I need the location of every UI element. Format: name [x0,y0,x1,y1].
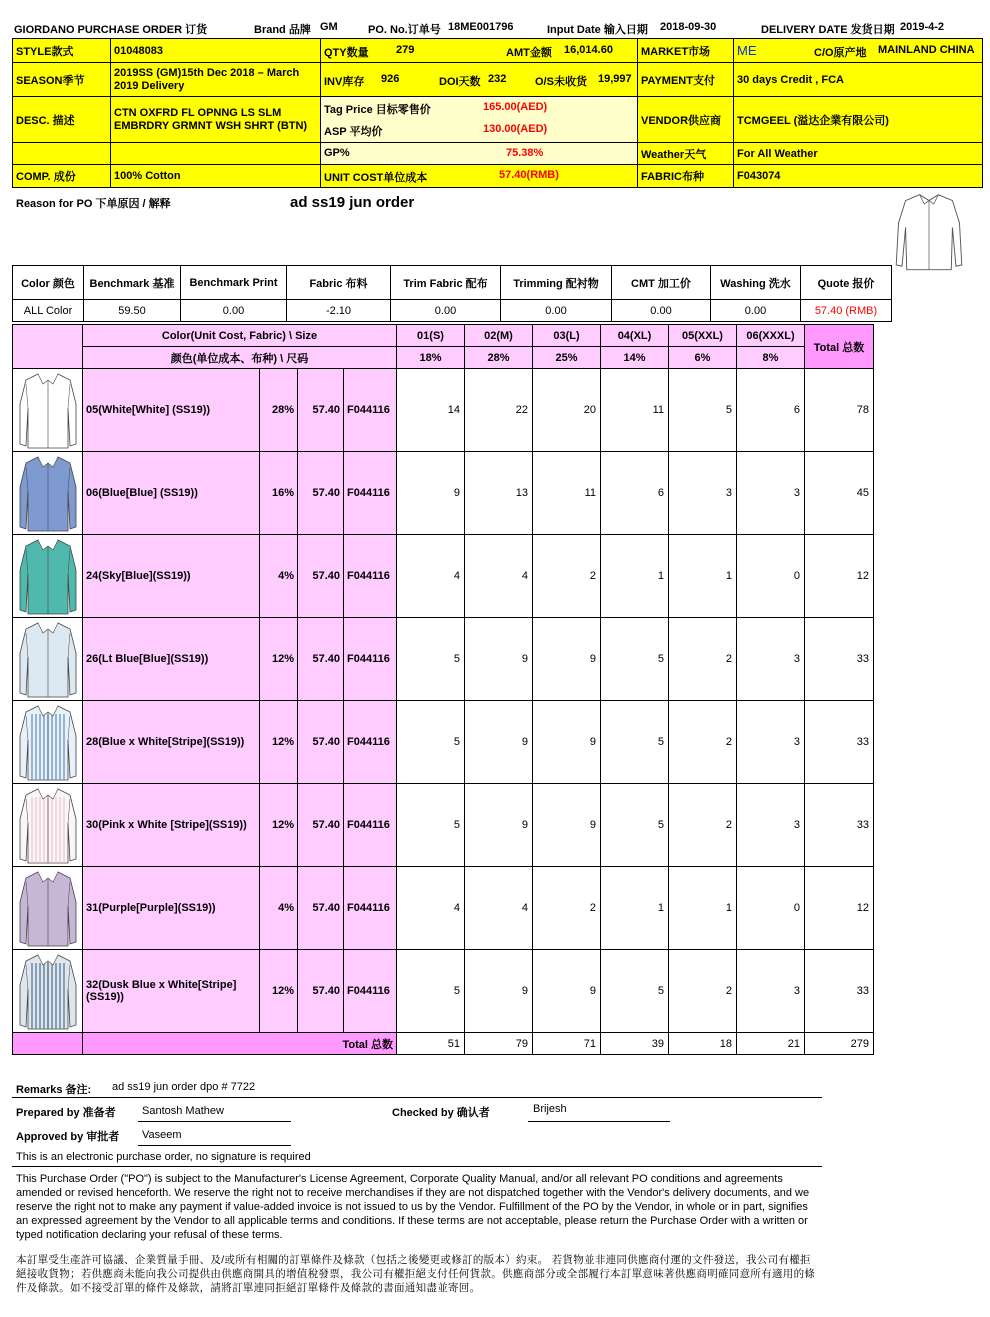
shirt-image-cell [13,618,83,701]
shirt-thumbnail-icon [15,370,81,450]
size-qty: 13 [465,452,533,535]
cost-value: 0.00 [711,300,801,322]
shirt-image-cell [13,867,83,950]
doi-label: DOI天数 [439,76,481,88]
size-qty: 9 [533,784,601,867]
color-percent: 4% [260,535,298,618]
color-fabric: F044116 [344,618,397,701]
brand-label: Brand 品牌 [254,24,311,36]
size-header: 04(XL) [601,325,669,347]
market-label: MARKET市场 [638,39,734,63]
size-qty: 20 [533,369,601,452]
color-fabric: F044116 [344,369,397,452]
shirt-image-cell [13,535,83,618]
total-header: Total 总数 [805,325,874,369]
tag-price-label: Tag Price 目标零售价 [324,104,431,116]
color-fabric: F044116 [344,452,397,535]
shirt-thumbnail-icon [15,951,81,1031]
qty-label: QTY数量 [324,47,369,59]
payment-value: 30 days Credit , FCA [734,63,982,97]
approved-label: Approved by 审批者 [16,1131,120,1143]
color-name: 28(Blue x White[Stripe](SS19)) [83,701,260,784]
remarks-value: ad ss19 jun order dpo # 7722 [112,1081,256,1093]
size-header: 02(M) [465,325,533,347]
prepared-label: Prepared by 准备者 [16,1107,116,1119]
total-row-spacer [13,1033,83,1055]
color-fabric: F044116 [344,867,397,950]
remarks-label: Remarks 备注: [16,1084,92,1096]
grid-header-en: Color(Unit Cost, Fabric) \ Size [83,325,397,347]
size-qty: 4 [465,867,533,950]
market-origin-cell [734,39,982,63]
size-total: 71 [533,1033,601,1055]
cost-head: Benchmark Print [181,266,287,300]
divider [12,1097,822,1098]
size-ratio: 28% [465,347,533,369]
color-name: 30(Pink x White [Stripe](SS19)) [83,784,260,867]
unit-cost-value: 57.40(RMB) [499,169,559,181]
amt-value: 16,014.60 [564,44,613,56]
size-qty: 6 [601,452,669,535]
size-qty: 3 [737,950,805,1033]
desc-value: CTN OXFRD FL OPNNG LS SLM EMBRDRY GRMNT WSH SHRT (BTN) [111,97,321,143]
cost-breakdown-table [12,265,892,322]
grid-header-cn: 颜色(单位成本、布种) \ 尺码 [83,347,397,369]
shirt-thumbnail-icon [15,619,81,699]
signature-line [138,1145,291,1146]
shirt-thumbnail-icon [15,785,81,865]
gp-label: GP% [324,147,350,159]
color-percent: 12% [260,618,298,701]
color-row [13,701,874,784]
size-qty: 5 [397,618,465,701]
color-total: 33 [805,950,874,1033]
origin-label: C/O原产地 [814,47,867,59]
cost-head: CMT 加工价 [612,266,711,300]
market-value: ME [737,43,757,58]
shirt-image-cell [13,452,83,535]
os-value: 19,997 [598,73,632,85]
cost-head: Quote 报价 [801,266,892,300]
qty-value: 279 [396,44,415,56]
shirt-thumbnail-icon [15,702,81,782]
color-row [13,784,874,867]
color-percent: 28% [260,369,298,452]
size-total: 79 [465,1033,533,1055]
po-company-title: GIORDANO PURCHASE ORDER 订货 [14,24,208,36]
size-total: 39 [601,1033,669,1055]
quote-value: 57.40 (RMB) [801,300,892,322]
delivery-date-label: DELIVERY DATE 发货日期 [761,24,895,36]
size-qty: 1 [669,535,737,618]
shirt-thumbnail-icon [15,868,81,948]
divider [12,1166,822,1167]
size-qty: 5 [601,784,669,867]
shirt-image-cell [13,784,83,867]
signature-line [138,1121,291,1122]
electronic-note: This is an electronic purchase order, no signature is required [16,1151,311,1163]
terms-chinese: 本訂單受生產許可協議、企業質量手冊、及/或所有相關的訂單條件及條款（包括之後變更或修訂的版本）約束。 若貨物並非連同供應商付運的文件發送，我公司有權拒絕接收貨物；若供應商未能向我公司提供由供應商開具的增值稅發票，我公司有權拒絕支付任何貨款。供應商部分或全部履行本訂單意味著供應商明確同意所有適用的條件及條款。如不接受訂單的條件及條款，請將訂單連同拒絕訂單條件及條款的書面通知盡並寄回。 [16,1254,816,1294]
cost-value: 0.00 [391,300,501,322]
color-name: 05(White[White] (SS19)) [83,369,260,452]
size-qty: 0 [737,867,805,950]
size-qty: 9 [465,618,533,701]
size-ratio: 18% [397,347,465,369]
color-total: 45 [805,452,874,535]
color-total: 33 [805,618,874,701]
blank-value-cell [111,143,321,165]
color-unit-cost: 57.40 [298,369,344,452]
cost-value: 59.50 [84,300,181,322]
cost-head: Color 颜色 [13,266,84,300]
po-number-value: 18ME001796 [448,21,514,33]
terms-english: This Purchase Order ("PO") is subject to the Manufacturer's License Agreement, Corporate Quality Manual, and/or all relevant PO conditions and agreements amended or revised henceforth. We reserve the right not to receive merchandises if they are not dispatched together with the Vendor's delivery documents, and we reserve the right not to make any payment if value-added invoice is not issued to us by the Vendor. Fulfillment of the PO by the Vendor, in whole or in part, signifies an expressed agreement by the Vendor to all applicable terms and conditions. If these terms are not acceptable, please return the Purchase Order with a written or typed notification declaring your refusal of these terms. [16,1173,810,1241]
shirt-image-cell [13,950,83,1033]
size-qty: 0 [737,535,805,618]
price-cell [321,97,638,143]
grand-total: 279 [805,1033,874,1055]
size-qty: 9 [397,452,465,535]
size-header: 01(S) [397,325,465,347]
size-ratio: 8% [737,347,805,369]
weather-value: For All Weather [734,143,982,165]
cost-head: Trimming 配衬物 [501,266,612,300]
reason-label: Reason for PO 下单原因 / 解释 [16,198,171,210]
vendor-label: VENDOR供应商 [638,97,734,143]
cost-value: 0.00 [501,300,612,322]
unit-cost-label: UNIT COST单位成本 [324,172,428,184]
shirt-image-cell [13,701,83,784]
brand-value: GM [320,21,338,33]
inv-value: 926 [381,73,400,85]
color-row [13,535,874,618]
size-header: 06(XXXL) [737,325,805,347]
color-name: 32(Dusk Blue x White[Stripe] (SS19)) [83,950,260,1033]
size-qty: 9 [465,701,533,784]
color-row [13,369,874,452]
color-fabric: F044116 [344,535,397,618]
color-name: 26(Lt Blue[Blue](SS19)) [83,618,260,701]
size-ratio: 14% [601,347,669,369]
color-unit-cost: 57.40 [298,535,344,618]
size-qty: 4 [465,535,533,618]
size-total: 18 [669,1033,737,1055]
desc-label: DESC. 描述 [13,97,111,143]
size-ratio: 6% [669,347,737,369]
input-date-label: Input Date 输入日期 [547,24,648,36]
color-fabric: F044116 [344,784,397,867]
size-qty: 22 [465,369,533,452]
color-unit-cost: 57.40 [298,452,344,535]
size-qty: 2 [533,535,601,618]
size-qty: 14 [397,369,465,452]
vendor-value: TCMGEEL (溢达企業有限公司) [734,97,982,143]
color-percent: 12% [260,701,298,784]
payment-label: PAYMENT支付 [638,63,734,97]
size-qty: 11 [601,369,669,452]
size-qty: 3 [737,701,805,784]
comp-label: COMP. 成份 [13,165,111,187]
shirt-image-cell [13,369,83,452]
size-qty: 5 [397,784,465,867]
color-name: 31(Purple[Purple](SS19)) [83,867,260,950]
cost-value: 0.00 [181,300,287,322]
po-number-label: PO. No.订单号 [368,24,441,36]
size-qty: 2 [669,784,737,867]
size-qty: 3 [737,452,805,535]
color-fabric: F044116 [344,950,397,1033]
size-qty: 1 [601,535,669,618]
asp-label: ASP 平均价 [324,126,383,138]
color-total: 33 [805,701,874,784]
color-unit-cost: 57.40 [298,701,344,784]
checked-value: Brijesh [533,1103,567,1115]
signature-line [528,1121,670,1122]
size-qty: 5 [601,950,669,1033]
color-percent: 12% [260,950,298,1033]
total-row-label: Total 总数 [83,1033,397,1055]
approved-value: Vaseem [142,1129,182,1141]
size-qty: 4 [397,535,465,618]
cost-value: ALL Color [13,300,84,322]
cost-head: Washing 洗水 [711,266,801,300]
color-name: 06(Blue[Blue] (SS19)) [83,452,260,535]
color-fabric: F044116 [344,701,397,784]
size-qty: 3 [737,784,805,867]
checked-label: Checked by 确认者 [392,1107,490,1119]
asp-value: 130.00(AED) [483,123,548,135]
gp-cell [321,143,638,165]
cost-head: Benchmark 基准 [84,266,181,300]
size-header: 03(L) [533,325,601,347]
color-row [13,867,874,950]
cost-value: -2.10 [287,300,391,322]
prepared-value: Santosh Mathew [142,1105,224,1117]
inventory-cell [321,63,638,97]
origin-value: MAINLAND CHINA [878,44,975,56]
fabric-value: F043074 [734,165,982,187]
color-percent: 4% [260,867,298,950]
color-total: 12 [805,535,874,618]
weather-label: Weather天气 [638,143,734,165]
color-percent: 16% [260,452,298,535]
shirt-sketch-icon [893,190,965,272]
po-info-grid [12,38,983,188]
color-row [13,452,874,535]
color-percent: 12% [260,784,298,867]
size-qty: 9 [533,701,601,784]
cost-value: 0.00 [612,300,711,322]
size-qty: 11 [533,452,601,535]
size-qty: 4 [397,867,465,950]
gp-value: 75.38% [506,147,544,159]
qty-amt-cell [321,39,638,63]
size-qty: 9 [533,618,601,701]
size-ratio: 25% [533,347,601,369]
size-qty: 2 [669,618,737,701]
style-value: 01048083 [111,39,321,63]
color-total: 12 [805,867,874,950]
color-unit-cost: 57.40 [298,950,344,1033]
size-qty: 3 [737,618,805,701]
os-label: O/S未收货 [535,76,587,88]
shirt-thumbnail-icon [15,453,81,533]
size-total: 21 [737,1033,805,1055]
size-qty: 5 [397,950,465,1033]
color-unit-cost: 57.40 [298,867,344,950]
size-qty: 2 [533,867,601,950]
season-value: 2019SS (GM)15th Dec 2018 – March 2019 Delivery [111,63,321,97]
size-qty: 9 [533,950,601,1033]
size-qty: 5 [601,701,669,784]
style-label: STYLE款式 [13,39,111,63]
size-qty: 5 [397,701,465,784]
shirt-thumbnail-icon [15,536,81,616]
size-qty: 9 [465,950,533,1033]
fabric-label: FABRIC布种 [638,165,734,187]
unit-cost-cell [321,165,638,187]
size-qty: 6 [737,369,805,452]
size-qty: 1 [669,867,737,950]
cost-head: Trim Fabric 配布 [391,266,501,300]
size-header: 05(XXL) [669,325,737,347]
color-total: 78 [805,369,874,452]
color-size-table [12,324,874,1055]
size-qty: 5 [601,618,669,701]
blank-label-cell [13,143,111,165]
color-total: 33 [805,784,874,867]
size-qty: 9 [465,784,533,867]
size-qty: 5 [669,369,737,452]
size-qty: 2 [669,701,737,784]
inv-label: INV库存 [324,76,365,88]
color-row [13,618,874,701]
size-qty: 1 [601,867,669,950]
comp-value: 100% Cotton [111,165,321,187]
color-unit-cost: 57.40 [298,618,344,701]
amt-label: AMT金额 [506,47,552,59]
color-row [13,950,874,1033]
color-unit-cost: 57.40 [298,784,344,867]
input-date-value: 2018-09-30 [660,21,717,33]
size-qty: 3 [669,452,737,535]
reason-value: ad ss19 jun order [290,194,415,211]
doi-value: 232 [488,73,507,85]
size-qty: 2 [669,950,737,1033]
season-label: SEASON季节 [13,63,111,97]
tag-price-value: 165.00(AED) [483,101,548,113]
image-col-header [13,325,83,369]
color-name: 24(Sky[Blue](SS19)) [83,535,260,618]
cost-head: Fabric 布料 [287,266,391,300]
size-total: 51 [397,1033,465,1055]
delivery-date-value: 2019-4-2 [900,21,945,33]
